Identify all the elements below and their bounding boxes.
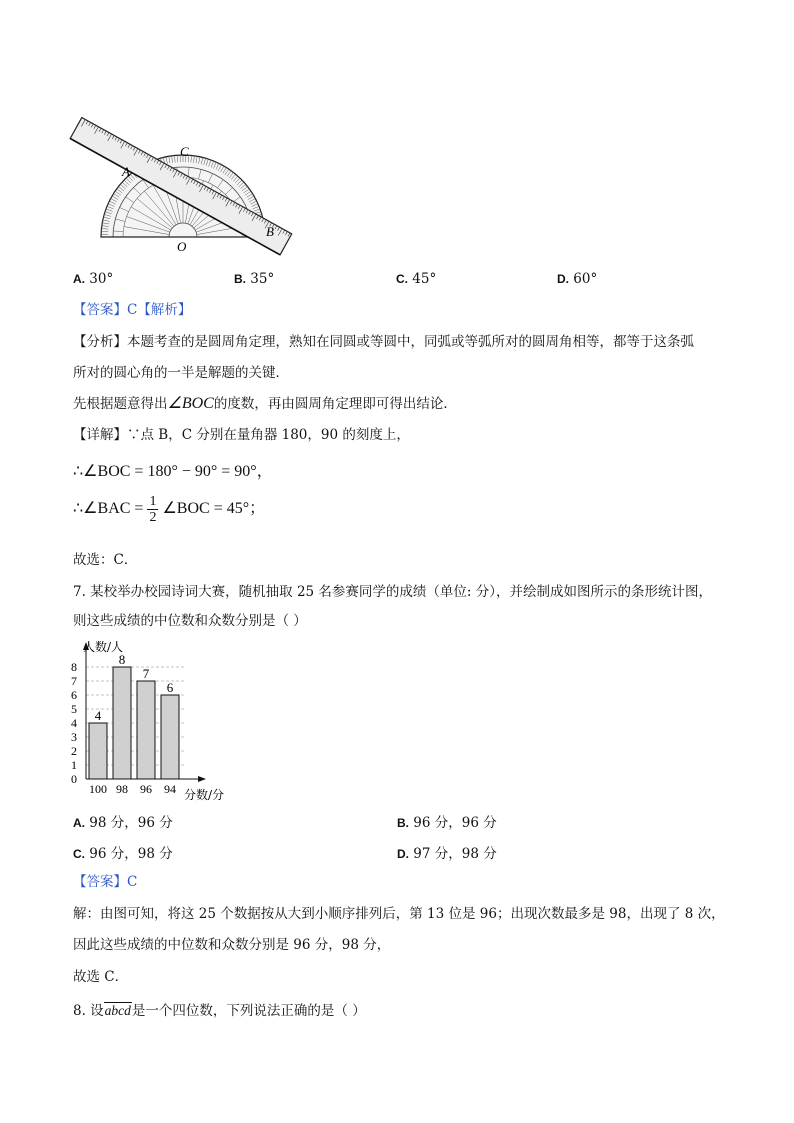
point-label-b: B xyxy=(266,224,274,239)
x-tick-label: 98 xyxy=(116,782,128,796)
y-tick-label: 2 xyxy=(71,744,77,758)
q7-option-b: B. 96 分，96 分 xyxy=(397,815,497,831)
q6-answer-tag: 【答案】C【解析】 xyxy=(73,302,192,318)
y-axis-title: 人数/人 xyxy=(83,640,124,654)
y-tick-label: 8 xyxy=(71,660,77,674)
y-tick-label: 7 xyxy=(71,674,77,688)
q6-option-b: B. 35° xyxy=(234,271,275,287)
fraction-one-half: $\frac{1}{2}$ xyxy=(149,494,157,525)
bar-value-label: 7 xyxy=(142,666,150,681)
overline-number: abcd xyxy=(104,1003,131,1018)
q6-option-c: C. 45° xyxy=(396,271,437,287)
x-tick-label: 96 xyxy=(140,782,152,796)
protractor-figure xyxy=(66,96,296,256)
point-label-c: C xyxy=(180,144,189,159)
bar xyxy=(137,681,155,779)
q6-detail-line: 【详解】∵点 B，C 分别在量角器 180，90 的刻度上， xyxy=(73,427,410,443)
x-tick-label: 94 xyxy=(164,782,176,796)
q6-conclusion: 故选：C． xyxy=(73,552,138,568)
y-tick-label: 0 xyxy=(71,772,77,786)
bar xyxy=(113,667,131,779)
q7-option-d: D. 97 分，98 分 xyxy=(397,846,497,862)
q7-solution-line3: 故选 C． xyxy=(73,969,129,985)
point-label-a: A xyxy=(122,164,130,179)
q8-stem: 8. 设abcd是一个四位数，下列说法正确的是（ ） xyxy=(73,1003,366,1019)
q7-answer-tag: 【答案】C xyxy=(73,874,138,890)
q6-analysis-line2: 所对的圆心角的一半是解题的关键． xyxy=(73,365,289,381)
bar-chart xyxy=(66,638,246,806)
bar-value-label: 6 xyxy=(166,680,174,695)
q7-solution-line1: 解：由图可知，将这 25 个数据按从大到小顺序排列后，第 13 位是 96；出现次数最多是 98，出现了 8 次， xyxy=(73,906,725,922)
point-label-o: O xyxy=(177,239,187,254)
q7-option-c: C. 96 分，98 分 xyxy=(73,846,173,862)
q7-stem-line1: 7. 某校举办校园诗词大赛，随机抽取 25 名参赛同学的成绩（单位: 分），并绘制成如图所示的条形统计图， xyxy=(73,584,713,600)
bar-value-label: 8 xyxy=(118,652,126,667)
q7-solution-line2: 因此这些成绩的中位数和众数分别是 96 分，98 分， xyxy=(73,937,391,953)
q6-analysis-line3: 先根据题意得出∠BOC的度数，再由圆周角定理即可得出结论． xyxy=(73,395,457,412)
y-tick-label: 6 xyxy=(71,688,77,702)
q7-option-a: A. 98 分，96 分 xyxy=(73,815,173,831)
q6-equation-2: ∴∠BAC = $\frac{1}{2}$ ∠BOC = 45°； xyxy=(73,494,266,525)
q6-equation-1: ∴∠BOC = 180° − 90° = 90°， xyxy=(73,463,273,480)
q7-stem-line2: 则这些成绩的中位数和众数分别是（ ） xyxy=(73,613,307,629)
y-tick-label: 1 xyxy=(71,758,77,772)
x-axis-arrow xyxy=(198,776,206,782)
x-axis-title: 分数/分 xyxy=(184,788,225,802)
q6-option-a: A. 30° xyxy=(73,271,114,287)
bar xyxy=(161,695,179,779)
y-tick-label: 5 xyxy=(71,702,77,716)
x-tick-label: 100 xyxy=(89,782,107,796)
bar xyxy=(89,723,107,779)
y-tick-label: 4 xyxy=(71,716,77,730)
bar-value-label: 4 xyxy=(94,708,102,723)
q6-option-d: D. 60° xyxy=(557,271,598,287)
q6-analysis-line1: 【分析】本题考查的是圆周角定理，熟知在同圆或等圆中，同弧或等弧所对的圆周角相等，都等于这条弧 xyxy=(73,334,694,350)
y-tick-label: 3 xyxy=(71,730,77,744)
